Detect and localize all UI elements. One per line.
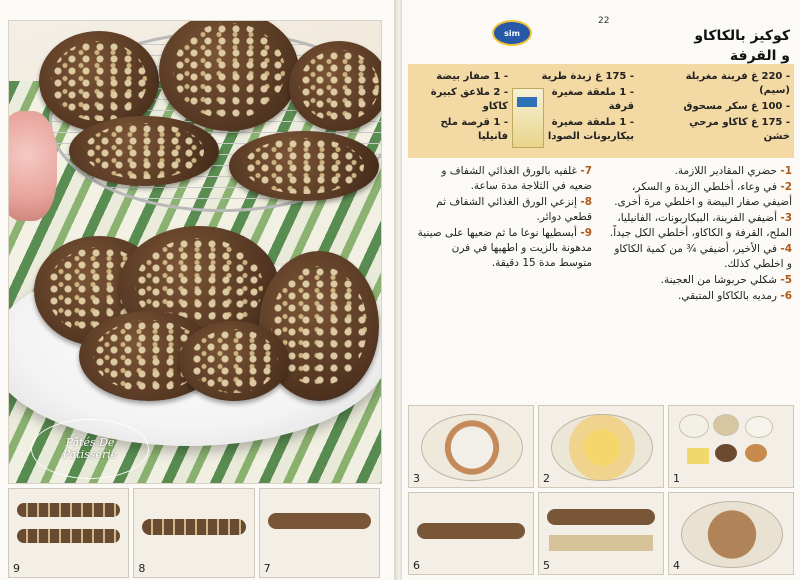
ingredients-box: [408, 64, 794, 158]
step-index: 2-: [780, 181, 792, 193]
brand-logo: [492, 20, 532, 46]
step-photos-left: [8, 488, 380, 576]
ingredient: - 175 غ كاكاو مرحي خشن: [689, 117, 790, 142]
dough-log-wrapped: [268, 513, 371, 529]
watermark-line2: Pâtisserie: [62, 448, 118, 461]
step-text: في الأخير، أضيفي ¾ من كمية الكاكاو و اخلطي كذلك.: [614, 243, 792, 270]
step-number: 2: [543, 472, 550, 485]
dough-log-cut: [142, 519, 245, 535]
method-step: [608, 180, 792, 210]
method-step: [608, 273, 792, 288]
dough-slices: [17, 529, 120, 543]
dough-shaping: [549, 535, 653, 551]
watermark: [31, 419, 149, 479]
dough-log-cocoa: [417, 523, 525, 539]
step-number: 9: [13, 562, 20, 575]
cookie: [229, 131, 379, 201]
step-index: 1-: [780, 165, 792, 177]
step-photo-8: [133, 488, 254, 578]
step-text: غلفيه بالورق الغذائي الشفاف و ضعيه في الثلاجة مدة ساعة.: [441, 165, 592, 192]
title-line1: كوكيز بالكاكاو: [694, 28, 790, 44]
step-photos-right: [408, 405, 794, 575]
ingredient-bowl: [679, 414, 709, 438]
ingredient: - 100 غ سكر مسحوق: [683, 101, 790, 112]
bowl-flour-cocoa: [421, 414, 522, 481]
step-photo-1: [668, 405, 794, 488]
method-step: [416, 226, 592, 271]
butter-block: [687, 448, 709, 464]
cookie: [289, 41, 382, 131]
step-text: رمديه بالكاكاو المتبقي.: [678, 290, 777, 302]
dough-log: [547, 509, 655, 525]
step-photo-9: [8, 488, 129, 578]
step-index: 9-: [580, 227, 592, 239]
step-text: أبسطيها نوعا ما ثم ضعيها على صينية مدهونة بالزيت و اطهيها في فرن متوسط مدة 15 دقيقة.: [417, 227, 592, 269]
step-index: 6-: [780, 290, 792, 302]
step-number: 3: [413, 472, 420, 485]
step-photo-3: [408, 405, 534, 488]
title-line2: و القرفة: [729, 48, 790, 64]
step-text: شكلي حربوشا من العجينة.: [660, 274, 777, 286]
step-number: 1: [673, 472, 680, 485]
ingredients-column-1: [670, 70, 790, 146]
step-text: أضيفي الفرينة، البيكاربونات، الفانيليا، الملح، القرفة و الكاكاو، أخلطي الكل جيداً.: [609, 212, 792, 239]
method-steps-right: [608, 164, 792, 305]
flour-package-image: [512, 88, 544, 148]
logo-text: sim: [504, 28, 520, 38]
step-index: 4-: [780, 243, 792, 255]
step-index: 7-: [580, 165, 592, 177]
dough-slices: [17, 503, 120, 517]
recipe-title: [570, 26, 790, 66]
step-number: 7: [263, 562, 271, 575]
left-page: [0, 0, 396, 580]
ingredient-bowl: [713, 414, 739, 436]
step-text: حضري المقادير اللازمة.: [674, 165, 777, 177]
ingredient: - 1 ملعقة صغيرة بيكاربونات الصودا: [547, 117, 634, 142]
step-photo-6: [408, 492, 534, 575]
ingredient-bowl: [745, 416, 773, 438]
method-step: [416, 164, 592, 194]
cookie: [69, 116, 219, 186]
bowl-butter-sugar: [551, 414, 652, 481]
ingredient: - 1 قرصة ملح فانيليا: [440, 117, 508, 142]
step-photo-7: [259, 488, 380, 578]
method-step: [608, 211, 792, 241]
method-step: [608, 242, 792, 272]
watermark-line1: Pâtés De: [65, 435, 115, 449]
step-text: إنزعي الورق الغذائي الشفاف ثم قطعي دوائر.: [436, 196, 592, 223]
cinnamon-bowl: [745, 444, 767, 462]
ingredient: - 1 ملعقة صغيرة قرفة: [551, 87, 634, 112]
step-index: 3-: [780, 212, 792, 224]
ingredient: - 2 ملاعق كبيرة كاكاو: [430, 87, 508, 112]
method-step: [608, 289, 792, 304]
ingredient: - 175 غ زبدة طرية: [541, 71, 634, 82]
step-number: 5: [543, 559, 550, 572]
step-index: 5-: [780, 274, 792, 286]
cocoa-bowl: [715, 444, 737, 462]
bowl-mixed-dough: [681, 501, 782, 568]
step-text: في وعاء، أخلطي الزبدة و السكر، أضيفي صفار البيضة و اخلطي مرة أخرى.: [614, 181, 792, 208]
cookie: [179, 321, 289, 401]
step-number: 8: [138, 562, 146, 575]
cookies-photo: [8, 20, 382, 484]
ingredient: - 1 صفار بيضة: [436, 71, 508, 82]
method-steps-left: [416, 164, 592, 272]
ingredients-column-3: [412, 70, 508, 146]
method-step: [608, 164, 792, 179]
step-number: 6: [413, 559, 420, 572]
flower-decoration: [8, 111, 57, 221]
step-photo-4: [668, 492, 794, 575]
method-step: [416, 195, 592, 225]
step-number: 4: [673, 559, 680, 572]
step-photo-2: [538, 405, 664, 488]
right-page: [402, 0, 800, 580]
page-number: 22: [598, 16, 610, 26]
ingredient: - 220 غ فرينة مغربلة (سيم): [685, 71, 790, 96]
step-index: 8-: [580, 196, 592, 208]
step-photo-5: [538, 492, 664, 575]
